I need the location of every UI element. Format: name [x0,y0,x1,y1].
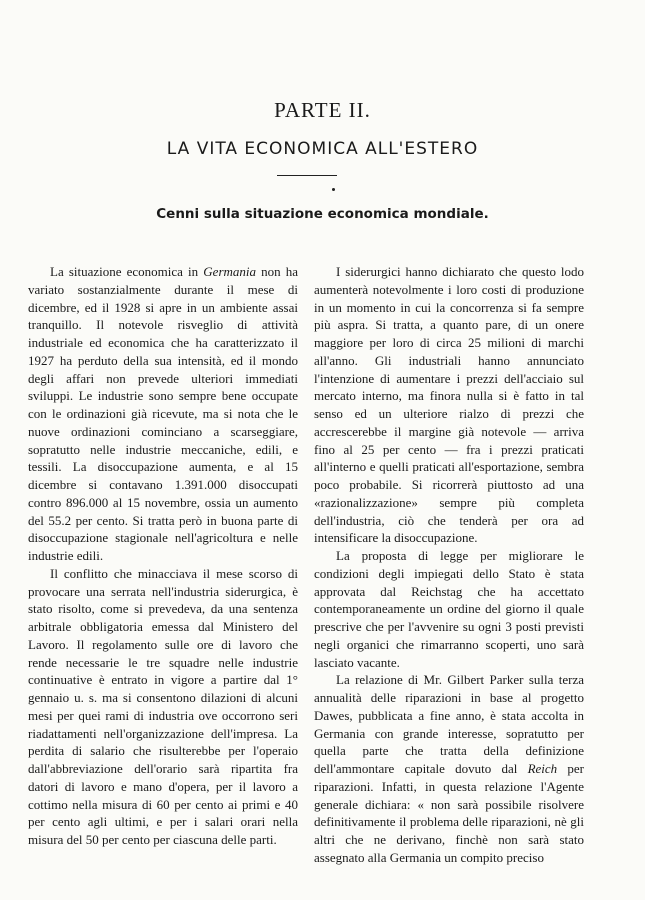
paragraph: La relazione di Mr. Gilbert Parker sulla terza annualità delle riparazioni in base al progetto Dawes, pubblicata a fine anno, è stata accolta in Germania con grande interesse, sopratutto per quella parte che tratta della definizione dell'ammontare capitale dovuto dal Reich per riparazioni. Infatti, in questa relazione l'Agente generale dichiara: « non sarà possibile risolvere definitivamente il problema delle riparazioni, nè gli altri che ne derivano, finchè non sarà stato assegnato alla Germania un compito preciso [314,672,584,865]
paragraph: Il conflitto che minacciava il mese scorso di provocare una serrata nell'industria siderurgica, è stato risolto, come si prevedeva, da una sentenza arbitrale obbligatoria emessa dal Ministero del Lavoro. Il regolamento sulle ore di lavoro che rende necessarie le tre squadre nelle industrie continuative è entrato in vigore a partire dal 1° gennaio u. s. ma si consentono dilazioni di alcuni mesi per quei rami di industria ove occorrono seri riadattamenti nell'organizzazione dell'impresa. La perdita di salario che risulterebbe per l'operaio dall'abbreviazione dell'orario sarà ripartita fra datori di lavoro e mano d'opera, per il lavoro a cottimo nella misura di 60 per cento ai primi e 40 per cento agli ultimi, e per i salari orari nella misura del 50 per cento per ciascuna delle parti. [28,565,298,847]
title-divider [277,175,337,176]
paragraph: I siderurgici hanno dichiarato che questo lodo aumenterà notevolmente i loro costi di produzione in un momento in cui la concorrenza si fa sempre più aspra. Si tratta, a quanto pare, di un onere maggiore per loro di circa 25 milioni di marchi all'anno. Gli industriali hanno annunciato l'intenzione di aumentare i prezzi dell'acciaio sul mercato interno, ma finora nulla si è fatto in tal senso ed un ulteriore rialzo di prezzi che accrescerebbe il margine già notevole — arriva fino al 25 per cento — fra i prezzi praticati all'interno e quelli praticati all'esportazione, sembra poco probabile. Si ricorrerà piuttosto ad una «razionalizzazione» sempre più completa dell'industria, ciò che tenderà per ora ad intensificare la disoccupazione. [314,264,584,546]
part-heading: PARTE II. [274,98,371,122]
chapter-title: LA VITA ECONOMICA ALL'ESTERO [166,139,479,159]
emphasis: Germania [203,264,256,279]
right-column [314,263,584,867]
left-column [28,263,298,849]
paragraph: La situazione economica in Germania non ha variato sostanzialmente durante il mese di dicembre, ed il 1928 si apre in un ambiente assai tranquillo. Il notevole risveglio di attività industriale ed economica che ha caratterizzato il 1927 ha perduto della sua intensità, ed il mondo degli affari non prevede ulteriori immediati sviluppi. Le industrie sono sempre bene occupate con le ordinazioni già ricevute, ma si nota che le nuove ordinazioni cominciano a scarseggiare, sopratutto nelle industrie meccaniche, edili, e tessili. La disoccupazione aumenta, e al 15 dicembre si contavano 1.391.000 disoccupati contro 896.000 al 15 novembre, ossia un aumento del 55.2 per cento. Si tratta però in buona parte di disoccupazione stagionale nell'agricoltura e nelle industrie edili. [28,264,298,563]
paragraph: La proposta di legge per migliorare le condizioni degli impiegati dello Stato è stata approvata dal Reichstag che ha accettato contemporaneamente un ordine del giorno il quale prescrive che per l'avvenire su ogni 3 posti previsti negli organici che rimarranno scoperti, uno sarà lasciato vacante. [314,548,584,670]
ornament-dot [332,188,335,191]
section-heading: Cenni sulla situazione economica mondiale. [156,206,489,222]
emphasis: Reich [527,761,558,776]
